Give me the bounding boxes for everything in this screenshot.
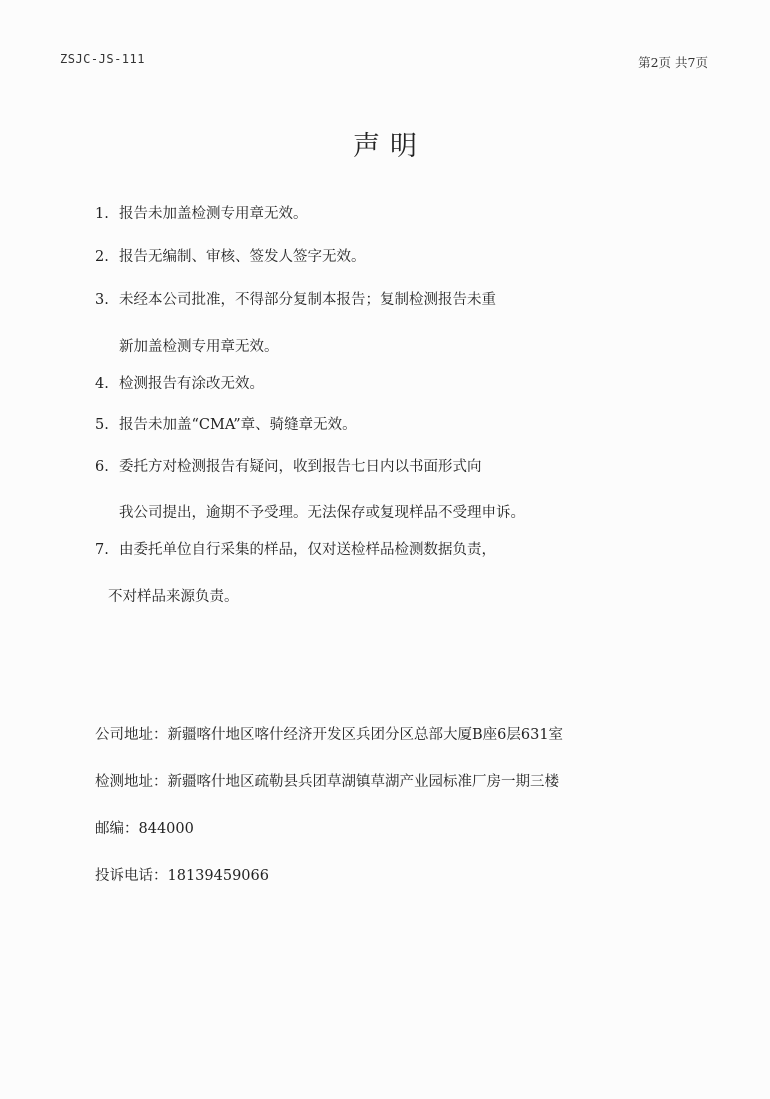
statement-7-continuation: 不对样品来源负责。: [108, 589, 239, 605]
page-title: 声明: [353, 131, 427, 162]
statement-text: 委托方对检测报告有疑问，收到报告七日内以书面形式向: [119, 459, 482, 475]
statement-6: [95, 460, 482, 475]
document-code: ZSJC-JS-111: [60, 52, 145, 66]
statement-text: 未经本公司批准，不得部分复制本报告；复制检测报告未重: [119, 292, 496, 308]
statement-text: 报告未加盖检测专用章无效。: [119, 206, 308, 222]
test-address: 检测地址：新疆喀什地区疏勒县兵团草湖镇草湖产业园标准厂房一期三楼: [95, 774, 559, 790]
statement-5: [95, 418, 357, 433]
page-number: 第2页 共7页: [638, 55, 708, 70]
postcode: 邮编：844000: [95, 821, 194, 837]
statement-text: 报告未加盖“CMA”章、骑缝章无效。: [119, 417, 357, 433]
statement-3: [95, 293, 496, 308]
statement-text: 检测报告有涂改无效。: [119, 376, 264, 392]
statement-number: 7.: [95, 542, 109, 558]
statement-number: 3.: [95, 292, 109, 308]
statement-1: [95, 207, 308, 222]
statement-number: 2.: [95, 249, 109, 265]
statement-4: [95, 377, 264, 392]
statement-6-continuation: 我公司提出，逾期不予受理。无法保存或复现样品不受理申诉。: [119, 505, 525, 521]
statement-7: [95, 543, 496, 558]
complaint-phone: 投诉电话：18139459066: [95, 868, 269, 884]
statement-number: 5.: [95, 417, 109, 433]
statement-number: 6.: [95, 459, 109, 475]
statement-3-continuation: 新加盖检测专用章无效。: [119, 339, 279, 355]
statement-text: 报告无编制、审核、签发人签字无效。: [119, 249, 366, 265]
statement-2: [95, 250, 366, 265]
statement-number: 4.: [95, 376, 109, 392]
statement-number: 1.: [95, 206, 109, 222]
company-address: 公司地址：新疆喀什地区喀什经济开发区兵团分区总部大厦B座6层631室: [95, 727, 564, 743]
statement-text: 由委托单位自行采集的样品，仅对送检样品检测数据负责，: [119, 542, 496, 558]
